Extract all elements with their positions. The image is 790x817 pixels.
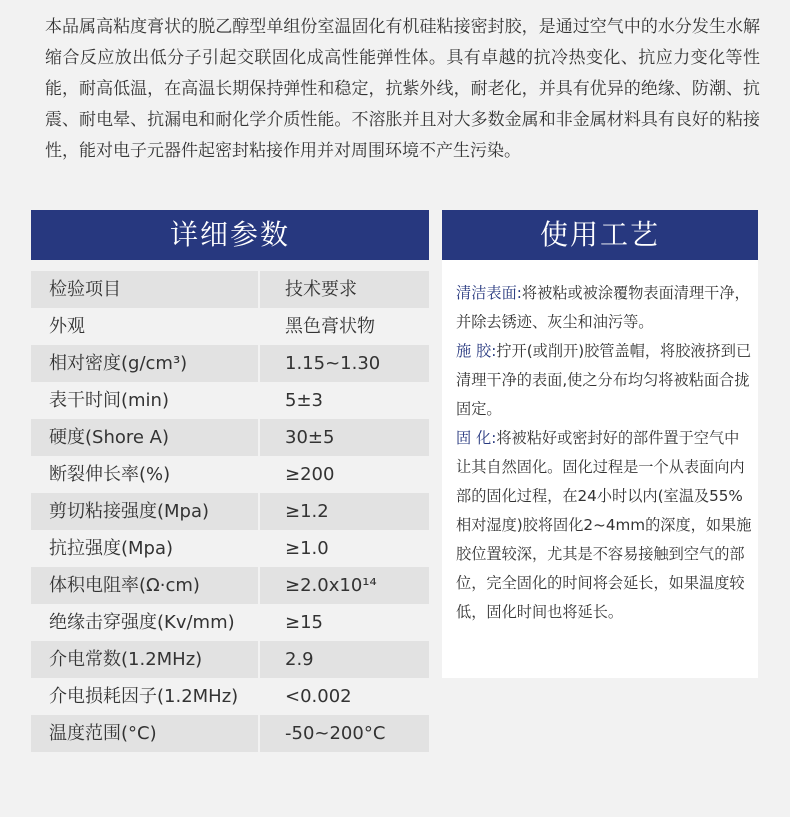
specs-table-header	[31, 271, 429, 308]
header-item: 检验项目	[31, 271, 258, 308]
header-requirement: 技术要求	[260, 271, 429, 308]
table-row	[31, 604, 429, 641]
process-step-label: 固 化:	[456, 429, 497, 447]
spec-item: 剪切粘接强度(Mpa)	[31, 493, 258, 530]
table-row	[31, 530, 429, 567]
spec-item: 温度范围(°C)	[31, 715, 258, 752]
process-panel	[442, 260, 758, 678]
spec-item: 硬度(Shore A)	[31, 419, 258, 456]
process-step-apply	[456, 337, 754, 424]
specs-title: 详细参数	[31, 210, 429, 260]
table-row	[31, 678, 429, 715]
product-description: 本品属高粘度膏状的脱乙醇型单组份室温固化有机硅粘接密封胶，是通过空气中的水分发生水解缩合反应放出低分子引起交联固化成高性能弹性体。具有卓越的抗冷热变化、抗应力变化等性能，耐高低温，在高温长期保持弹性和稳定，抗紫外线，耐老化，并具有优异的绝缘、防潮、抗震、耐电晕、抗漏电和耐化学介质性能。不溶胀并且对大多数金属和非金属材料具有良好的粘接性，能对电子元器件起密封粘接作用并对周围环境不产生污染。	[45, 17, 760, 161]
spec-value: 1.15~1.30	[260, 345, 429, 382]
process-step-label: 清洁表面:	[456, 284, 522, 302]
spec-value: ≥1.0	[260, 530, 429, 567]
spec-item: 介电常数(1.2MHz)	[31, 641, 258, 678]
process-title: 使用工艺	[442, 210, 758, 260]
spec-value: 2.9	[260, 641, 429, 678]
process-step-text: 将被粘或被涂覆物表面清理干净，并除去锈迹、灰尘和油污等。	[456, 284, 750, 331]
table-row	[31, 308, 429, 345]
process-step-cure	[456, 424, 754, 627]
table-row	[31, 345, 429, 382]
spec-value: <0.002	[260, 678, 429, 715]
table-row	[31, 419, 429, 456]
table-row	[31, 715, 429, 752]
table-row	[31, 567, 429, 604]
process-step-label: 施 胶:	[456, 342, 497, 360]
process-step-clean	[456, 279, 754, 337]
spec-item: 抗拉强度(Mpa)	[31, 530, 258, 567]
spec-value: ≥2.0x10¹⁴	[260, 567, 429, 604]
spec-value: ≥200	[260, 456, 429, 493]
table-row	[31, 493, 429, 530]
spec-item: 相对密度(g/cm³)	[31, 345, 258, 382]
spec-value: ≥15	[260, 604, 429, 641]
spec-item: 断裂伸长率(%)	[31, 456, 258, 493]
process-step-text: 将被粘好或密封好的部件置于空气中让其自然固化。固化过程是一个从表面向内部的固化过程，在24小时以内(室温及55%相对湿度)胶将固化2~4mm的深度，如果施胶位置较深，尤其是不容易接触到空气的部位，完全固化的时间将会延长，如果温度较低，固化时间也将延长。	[456, 429, 752, 621]
spec-value: -50~200°C	[260, 715, 429, 752]
process-step-text: 拧开(或削开)胶管盖帽，将胶液挤到已清理干净的表面,使之分布均匀将被粘面合拢固定。	[456, 342, 752, 418]
spec-item: 绝缘击穿强度(Kv/mm)	[31, 604, 258, 641]
specs-table	[31, 271, 429, 752]
spec-value: 5±3	[260, 382, 429, 419]
table-row	[31, 641, 429, 678]
table-row	[31, 382, 429, 419]
spec-item: 外观	[31, 308, 258, 345]
spec-value: ≥1.2	[260, 493, 429, 530]
spec-item: 介电损耗因子(1.2MHz)	[31, 678, 258, 715]
spec-value: 黑色膏状物	[260, 308, 429, 345]
spec-value: 30±5	[260, 419, 429, 456]
table-row	[31, 456, 429, 493]
spec-item: 体积电阻率(Ω·cm)	[31, 567, 258, 604]
spec-item: 表干时间(min)	[31, 382, 258, 419]
